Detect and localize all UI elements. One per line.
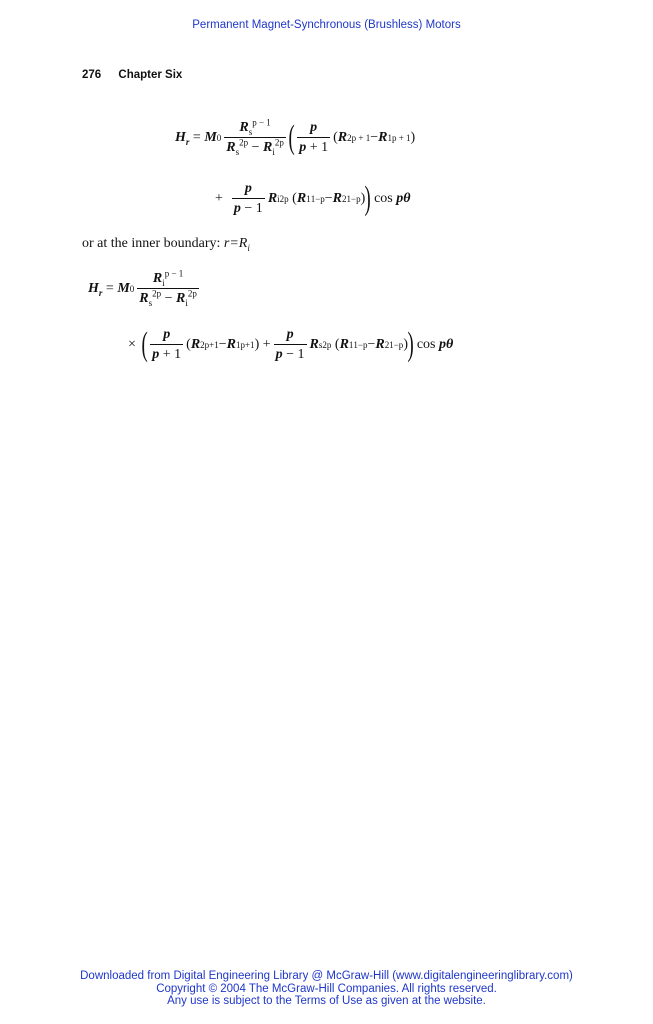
page-header	[82, 69, 182, 81]
inner-boundary-condition: r=R	[223, 236, 248, 251]
page-number: 276	[82, 69, 102, 81]
inner-boundary-prefix: or at the inner boundary:	[82, 236, 224, 251]
inner-boundary-text	[82, 236, 250, 252]
running-header: Permanent Magnet-Synchronous (Brushless) Motors	[192, 19, 461, 31]
footer-line-copyright: Copyright © 2004 The McGraw-Hill Companies. All rights reserved.	[156, 982, 497, 995]
equation-inner-boundary-line2: × ( $\frac{p}{p + 1}$ ( R 2 p+1 − R 1 p+1 ) + $\frac{p}{p - 1}$ R s 2p ( R 1 1−p − R 2 1−p ) ) cos pθ	[128, 325, 454, 363]
inner-boundary-subscript: i	[247, 242, 250, 253]
equation-inner-boundary-line1: $H_r$ = M 0 $\frac{R_i^{p - 1}}{R_s^{2p} - R_i^{2p}}$	[88, 268, 197, 308]
equation-outer-boundary-line2: + $\frac{p}{p - 1}$ R i 2p ( R 1 1−p − R 2 1−p ) ) cos pθ	[215, 179, 411, 217]
footer-line-terms: Any use is subject to the Terms of Use as given at the website.	[167, 995, 486, 1007]
footer-notice	[0, 970, 653, 1008]
equation-outer-boundary-line1: $H_r$ = M 0 $\frac{R_s^{p - 1}}{R_s^{2p} - R_i^{2p}}$ ( $\frac{p}{p + 1}$ ( R 2 p + 1 − R 1 p + 1 )	[175, 117, 416, 157]
chapter-title: Chapter Six	[118, 69, 183, 81]
footer-line-download: Downloaded from Digital Engineering Library @ McGraw-Hill (www.digitalengineeringlibrary.com)	[80, 970, 573, 982]
